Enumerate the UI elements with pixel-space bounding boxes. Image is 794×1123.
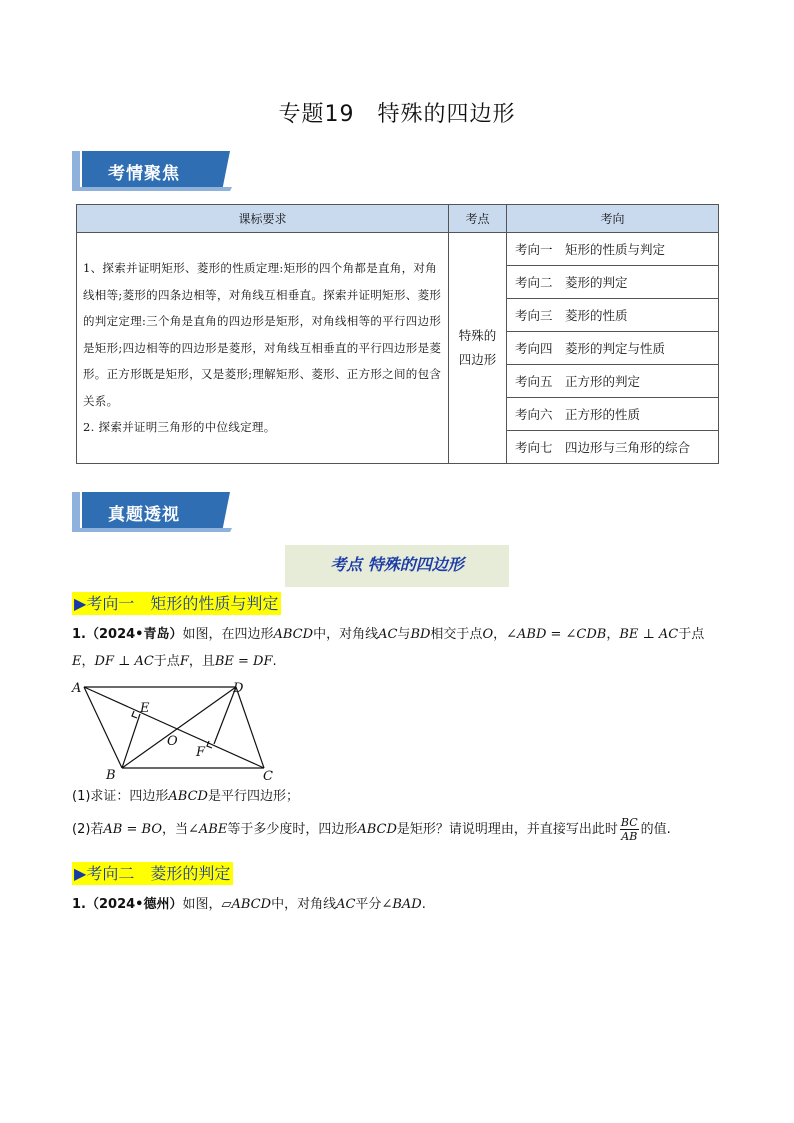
requirement-text: 1、探索并证明矩形、菱形的性质定理:矩形的四个角都是直角，对角线相等;菱形的四条边相等，对角线互相垂直。探索并证明矩形、菱形的判定定理:三个角是直角的四边形是矩形，对角线相等的平行四边形是矩形;四边相等的四边形是菱形，对角线互相垂直的平行四边形是菱形。正方形既是矩形，又是菱形;理解矩形、菱形、正方形之间的包含关系。 bbox=[83, 261, 442, 408]
math: O bbox=[482, 627, 494, 642]
diagonal-ac bbox=[84, 687, 264, 768]
q1-text: (2)若 bbox=[72, 822, 104, 837]
kaoxiang-item: 考向二 菱形的判定 bbox=[507, 266, 719, 299]
kaoxiang-item: 考向一 矩形的性质与判定 bbox=[507, 233, 719, 266]
curriculum-table bbox=[76, 204, 719, 464]
section-banner-real bbox=[72, 492, 232, 532]
requirement-text-2: 2. 探索并证明三角形的中位线定理。 bbox=[83, 420, 276, 435]
q1-text: 于点 bbox=[678, 627, 705, 642]
q1-text: 中，对角线 bbox=[313, 627, 379, 642]
direction-1-heading bbox=[72, 591, 281, 614]
q1-line2 bbox=[72, 647, 277, 677]
q2-source: （2024•德州） bbox=[85, 897, 183, 912]
q1-text: (1)求证：四边形 bbox=[72, 789, 169, 804]
math: AC bbox=[378, 627, 398, 642]
math: ▱ABCD bbox=[221, 897, 272, 912]
q2-text: 如图， bbox=[182, 897, 222, 912]
label-f: F bbox=[196, 745, 206, 760]
q1-text: ， bbox=[493, 627, 507, 642]
math: BE ⊥ AC bbox=[619, 627, 679, 642]
segment-be bbox=[122, 714, 140, 768]
q1-text: ，当 bbox=[161, 822, 188, 837]
fraction-bc-ab bbox=[620, 816, 639, 843]
fraction-denominator: AB bbox=[621, 830, 638, 843]
math: F bbox=[179, 654, 189, 669]
fraction-numerator: BC bbox=[620, 816, 638, 829]
header-kaodian: 考点 bbox=[449, 205, 507, 233]
direction-1-label: 考向一 矩形的性质与判定 bbox=[86, 594, 279, 613]
math: AB = BO bbox=[103, 822, 162, 837]
direction-2-heading bbox=[72, 861, 233, 884]
edge-ba bbox=[84, 687, 122, 768]
q1-text: 于点 bbox=[153, 654, 180, 669]
math: ABCD bbox=[357, 822, 397, 837]
q1-text: ， bbox=[606, 627, 620, 642]
kaoxiang-item: 考向三 菱形的性质 bbox=[507, 299, 719, 332]
kaodian-cell bbox=[449, 233, 507, 464]
right-angle-mark-e bbox=[132, 711, 137, 718]
q1-text: 等于多少度时，四边形 bbox=[227, 822, 358, 837]
q1-text: 是矩形？请说明理由，并直接写出此时 bbox=[396, 822, 618, 837]
q2-text: . bbox=[421, 897, 426, 912]
label-b: B bbox=[106, 768, 116, 782]
math: ABCD bbox=[273, 627, 314, 642]
header-requirement: 课标要求 bbox=[77, 205, 449, 233]
math: ABCD bbox=[168, 789, 208, 804]
label-e: E bbox=[140, 701, 150, 716]
kaoxiang-item: 考向四 菱形的判定与性质 bbox=[507, 332, 719, 365]
math: E bbox=[72, 654, 82, 669]
math: BE = DF bbox=[214, 654, 273, 669]
q1-text: 如图，在四边形 bbox=[182, 627, 274, 642]
label-o: O bbox=[167, 734, 178, 749]
section-title-focus: 考情聚焦 bbox=[108, 164, 180, 184]
label-c: C bbox=[263, 769, 273, 782]
label-d: D bbox=[233, 681, 244, 696]
requirement-cell bbox=[77, 233, 449, 464]
q2-line1 bbox=[72, 890, 426, 920]
edge-dc bbox=[236, 687, 264, 768]
q1-line1 bbox=[72, 620, 704, 650]
q1-text: ， bbox=[81, 654, 95, 669]
math: DF ⊥ AC bbox=[94, 654, 154, 669]
table-header-row bbox=[77, 205, 719, 233]
q1-part2 bbox=[72, 815, 671, 845]
q1-text: 是平行四边形； bbox=[207, 789, 299, 804]
kaodian-text: 特殊的四边形 bbox=[458, 328, 497, 367]
math: ∠ABD = ∠CDB bbox=[506, 627, 607, 642]
q2-number: 1. bbox=[72, 897, 86, 912]
q1-text: 相交于点 bbox=[430, 627, 483, 642]
direction-2-label: 考向二 菱形的判定 bbox=[86, 864, 231, 883]
math: AC bbox=[336, 897, 356, 912]
q1-text: . bbox=[272, 654, 277, 669]
triangle-icon: ▶ bbox=[74, 864, 87, 883]
q1-text: ，且 bbox=[188, 654, 215, 669]
q1-number: 1. bbox=[72, 627, 86, 642]
math: ∠ABE bbox=[188, 822, 228, 837]
q1-part1 bbox=[72, 782, 299, 812]
q1-text: 与 bbox=[397, 627, 411, 642]
quadrilateral-figure bbox=[70, 678, 290, 782]
math: BD bbox=[410, 627, 431, 642]
kaoxiang-item: 考向六 正方形的性质 bbox=[507, 398, 719, 431]
q1-source: （2024•青岛） bbox=[85, 627, 183, 642]
triangle-icon: ▶ bbox=[74, 594, 87, 613]
diagonal-bd bbox=[122, 687, 236, 768]
math: ∠BAD bbox=[381, 897, 422, 912]
q1-text: 的值. bbox=[640, 822, 671, 837]
q2-text: 中，对角线 bbox=[271, 897, 337, 912]
page-title: 专题19 特殊的四边形 bbox=[278, 102, 516, 127]
q2-text: 平分 bbox=[355, 897, 382, 912]
kaodian-heading: 考点 特殊的四边形 bbox=[285, 545, 509, 587]
kaoxiang-item: 考向五 正方形的判定 bbox=[507, 365, 719, 398]
label-a: A bbox=[72, 681, 82, 696]
section-banner-focus bbox=[72, 151, 232, 191]
header-kaoxiang: 考向 bbox=[507, 205, 719, 233]
kaoxiang-item: 考向七 四边形与三角形的综合 bbox=[507, 431, 719, 464]
section-title-real: 真题透视 bbox=[108, 505, 180, 525]
